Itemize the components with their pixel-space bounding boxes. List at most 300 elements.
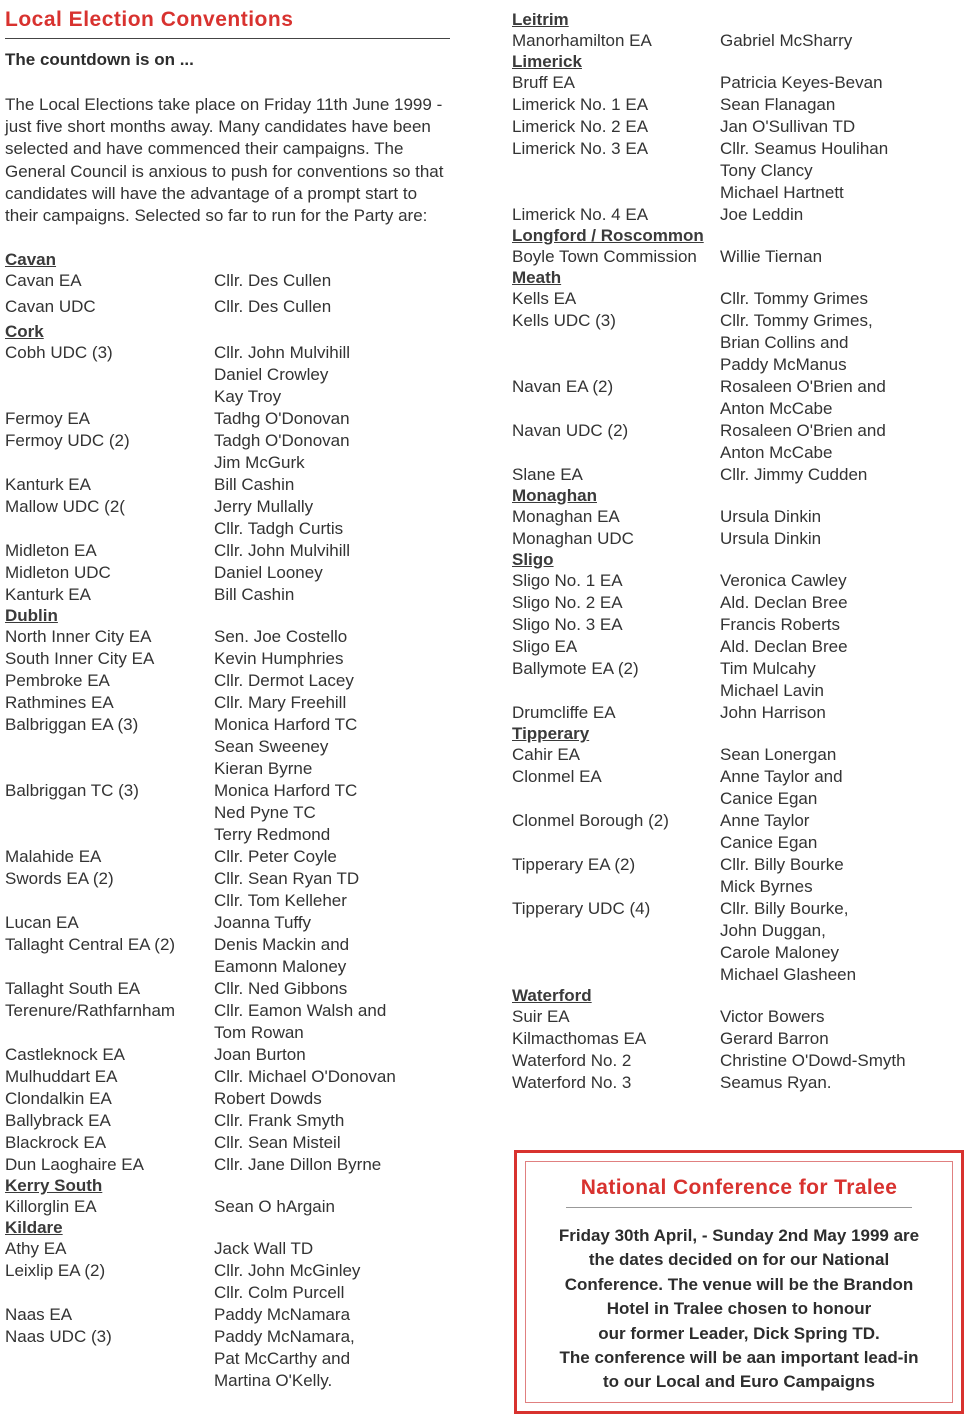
conference-line: The conference will be aan important lead-in bbox=[559, 1348, 919, 1368]
candidate-name: Sean O hArgain bbox=[214, 1197, 335, 1216]
electoral-area: Limerick No. 4 EA bbox=[512, 205, 649, 224]
county-section bbox=[512, 550, 962, 724]
county-section bbox=[5, 1176, 455, 1218]
candidate-names bbox=[720, 204, 962, 226]
electoral-area: Monaghan EA bbox=[512, 507, 620, 526]
candidate-names bbox=[720, 1072, 962, 1094]
candidate-name: Cllr. Tommy Grimes bbox=[720, 289, 868, 308]
candidate-name: Tadgh O'Donovan bbox=[214, 431, 350, 450]
candidate-names bbox=[720, 116, 962, 138]
electoral-area: Boyle Town Commission bbox=[512, 247, 697, 266]
candidate-names bbox=[214, 780, 455, 846]
conference-line: Conference. The venue will be the Brandon bbox=[564, 1274, 914, 1294]
candidate-names bbox=[720, 246, 962, 268]
intro-paragraph: The Local Elections take place on Friday 11th June 1999 - just five short months away. Many candidates have been selected and have commenced their campaigns. The General Council is anxious to push for conventions so that candidates will have the advantage of a prompt start to their campaigns. Selected so far to run for the Party are: bbox=[5, 95, 444, 226]
electoral-area: Lucan EA bbox=[5, 913, 79, 932]
candidate-name: Denis Mackin and bbox=[214, 935, 350, 954]
entry-row bbox=[5, 846, 455, 868]
candidate-name: Jan O'Sullivan TD bbox=[720, 117, 856, 136]
electoral-area: Limerick No. 3 EA bbox=[512, 139, 649, 158]
entry-row bbox=[5, 1196, 455, 1218]
candidate-names bbox=[214, 978, 455, 1000]
candidate-name: Paddy McNamara, bbox=[214, 1327, 355, 1346]
candidate-name: Kay Troy bbox=[214, 387, 282, 406]
entry-row bbox=[512, 528, 962, 550]
county-section bbox=[512, 486, 962, 550]
electoral-area: Cavan UDC bbox=[5, 297, 96, 316]
county-section bbox=[512, 986, 962, 1094]
entry-row bbox=[5, 584, 455, 606]
electoral-area: Mallow UDC (2( bbox=[5, 497, 125, 516]
conference-line: to our Local and Euro Campaigns bbox=[602, 1372, 876, 1392]
conference-inner-border bbox=[525, 1161, 953, 1403]
candidate-name: Tony Clancy bbox=[720, 161, 813, 180]
candidate-name: Cllr. Sean Misteil bbox=[214, 1133, 341, 1152]
county-heading: Cork bbox=[5, 322, 44, 341]
candidate-name: Sean Lonergan bbox=[720, 745, 837, 764]
electoral-area: Cobh UDC (3) bbox=[5, 343, 113, 362]
entry-row bbox=[512, 420, 962, 464]
candidate-name: Mick Byrnes bbox=[720, 877, 813, 896]
candidate-names bbox=[214, 342, 455, 408]
candidate-name: Ursula Dinkin bbox=[720, 507, 822, 526]
candidate-names bbox=[720, 72, 962, 94]
candidate-name: Ald. Declan Bree bbox=[720, 637, 848, 656]
electoral-area: Suir EA bbox=[512, 1007, 570, 1026]
candidate-names bbox=[720, 1006, 962, 1028]
candidate-name: Ned Pyne TC bbox=[214, 803, 316, 822]
conference-line: Friday 30th April, - Sunday 2nd May 1999 are bbox=[558, 1226, 920, 1245]
electoral-area: Fermoy UDC (2) bbox=[5, 431, 130, 450]
electoral-area: Fermoy EA bbox=[5, 409, 91, 428]
candidate-name: Kevin Humphries bbox=[214, 649, 344, 668]
candidate-names bbox=[214, 1110, 455, 1132]
candidate-name: Sean Flanagan bbox=[720, 95, 836, 114]
candidate-name: Cllr. Jane Dillon Byrne bbox=[214, 1155, 382, 1174]
entry-row bbox=[512, 854, 962, 898]
candidate-name: Michael Glasheen bbox=[720, 965, 857, 984]
county-section bbox=[512, 268, 962, 486]
candidate-names bbox=[720, 658, 962, 702]
candidate-name: Cllr. Billy Bourke bbox=[720, 855, 844, 874]
county-section bbox=[5, 250, 455, 318]
candidate-name: Jerry Mullally bbox=[214, 497, 314, 516]
electoral-area: Waterford No. 3 bbox=[512, 1073, 632, 1092]
candidate-name: Anton McCabe bbox=[720, 443, 833, 462]
entry-row bbox=[512, 506, 962, 528]
candidate-name: John Harrison bbox=[720, 703, 826, 722]
left-candidate-list bbox=[5, 250, 455, 1392]
candidate-names bbox=[214, 430, 455, 474]
candidate-name: Anton McCabe bbox=[720, 399, 833, 418]
candidate-names bbox=[720, 464, 962, 486]
candidate-names bbox=[720, 898, 962, 986]
candidate-name: Cllr. Michael O'Donovan bbox=[214, 1067, 396, 1086]
candidate-name: Gabriel McSharry bbox=[720, 31, 853, 50]
candidate-name: Carole Maloney bbox=[720, 943, 840, 962]
candidate-name: Cllr. John McGinley bbox=[214, 1261, 361, 1280]
electoral-area: Cavan EA bbox=[5, 271, 82, 290]
candidate-name: Anne Taylor bbox=[720, 811, 810, 830]
entry-row bbox=[5, 1088, 455, 1110]
conference-title: National Conference for Tralee bbox=[580, 1176, 898, 1199]
electoral-area: Kells UDC (3) bbox=[512, 311, 616, 330]
candidate-names bbox=[214, 408, 455, 430]
electoral-area: Balbriggan TC (3) bbox=[5, 781, 139, 800]
county-heading: Kerry South bbox=[5, 1176, 103, 1195]
electoral-area: Navan UDC (2) bbox=[512, 421, 629, 440]
candidate-name: Cllr. Tommy Grimes, bbox=[720, 311, 873, 330]
candidate-names bbox=[720, 810, 962, 854]
entry-row bbox=[5, 474, 455, 496]
candidate-name: Christine O'Dowd-Smyth bbox=[720, 1051, 906, 1070]
candidate-names bbox=[720, 854, 962, 898]
candidate-name: Cllr. Tadgh Curtis bbox=[214, 519, 344, 538]
entry-row bbox=[512, 898, 962, 986]
candidate-names bbox=[214, 912, 455, 934]
electoral-area: Blackrock EA bbox=[5, 1133, 107, 1152]
entry-row bbox=[5, 270, 455, 292]
conference-line: Hotel in Tralee chosen to honour bbox=[606, 1299, 872, 1319]
candidate-names bbox=[214, 1238, 455, 1260]
electoral-area: Midleton EA bbox=[5, 541, 97, 560]
candidate-name: Seamus Ryan. bbox=[720, 1073, 832, 1092]
candidate-names bbox=[214, 1132, 455, 1154]
entry-row bbox=[512, 766, 962, 810]
candidate-name: Rosaleen O'Brien and bbox=[720, 421, 886, 440]
candidate-names bbox=[214, 1066, 455, 1088]
entry-row bbox=[512, 138, 962, 204]
entry-row bbox=[512, 464, 962, 486]
entry-row bbox=[512, 288, 962, 310]
electoral-area: Tallaght Central EA (2) bbox=[5, 935, 176, 954]
candidate-names bbox=[214, 474, 455, 496]
county-heading: Limerick bbox=[512, 52, 582, 71]
candidate-names bbox=[214, 270, 455, 292]
electoral-area: Limerick No. 2 EA bbox=[512, 117, 649, 136]
candidate-name: Joanna Tuffy bbox=[214, 913, 312, 932]
entry-row bbox=[512, 1072, 962, 1094]
entry-row bbox=[5, 714, 455, 780]
candidate-names bbox=[720, 310, 962, 376]
electoral-area: Kilmacthomas EA bbox=[512, 1029, 647, 1048]
candidate-name: Monica Harford TC bbox=[214, 715, 358, 734]
electoral-area: Waterford No. 2 bbox=[512, 1051, 632, 1070]
electoral-area: Kanturk EA bbox=[5, 585, 91, 604]
electoral-area: Cahir EA bbox=[512, 745, 581, 764]
entry-row bbox=[5, 912, 455, 934]
electoral-area: Sligo No. 1 EA bbox=[512, 571, 623, 590]
candidate-names bbox=[720, 288, 962, 310]
entry-row bbox=[512, 72, 962, 94]
entry-row bbox=[5, 562, 455, 584]
candidate-name: Tom Rowan bbox=[214, 1023, 304, 1042]
candidate-name: Victor Bowers bbox=[720, 1007, 825, 1026]
entry-row bbox=[5, 1260, 455, 1304]
entry-row bbox=[512, 810, 962, 854]
candidate-name: Monica Harford TC bbox=[214, 781, 358, 800]
entry-row bbox=[5, 1132, 455, 1154]
entry-row bbox=[5, 1238, 455, 1260]
entry-row bbox=[5, 342, 455, 408]
entry-row bbox=[512, 592, 962, 614]
electoral-area: Naas UDC (3) bbox=[5, 1327, 112, 1346]
candidate-names bbox=[214, 1326, 455, 1392]
candidate-name: Cllr. Tom Kelleher bbox=[214, 891, 347, 910]
candidate-name: Terry Redmond bbox=[214, 825, 331, 844]
candidate-name: Cllr. Peter Coyle bbox=[214, 847, 337, 866]
county-heading: Sligo bbox=[512, 550, 554, 569]
entry-row bbox=[5, 1304, 455, 1326]
electoral-area: Kanturk EA bbox=[5, 475, 91, 494]
candidate-names bbox=[720, 702, 962, 724]
entry-row bbox=[5, 1326, 455, 1392]
candidate-names bbox=[214, 648, 455, 670]
electoral-area: Clonmel EA bbox=[512, 767, 602, 786]
candidate-name: Michael Hartnett bbox=[720, 183, 844, 202]
candidate-name: Cllr. Colm Purcell bbox=[214, 1283, 345, 1302]
electoral-area: Bruff EA bbox=[512, 73, 575, 92]
entry-row bbox=[512, 116, 962, 138]
electoral-area: Naas EA bbox=[5, 1305, 73, 1324]
candidate-name: Willie Tiernan bbox=[720, 247, 823, 266]
candidate-name: Patricia Keyes-Bevan bbox=[720, 73, 883, 92]
candidate-name: Jack Wall TD bbox=[214, 1239, 314, 1258]
candidate-names bbox=[214, 670, 455, 692]
entry-row bbox=[512, 30, 962, 52]
electoral-area: Malahide EA bbox=[5, 847, 102, 866]
entry-row bbox=[5, 934, 455, 978]
candidate-name: Canice Egan bbox=[720, 833, 818, 852]
candidate-names bbox=[214, 1260, 455, 1304]
candidate-name: Paddy McManus bbox=[720, 355, 847, 374]
county-heading: Kildare bbox=[5, 1218, 63, 1237]
candidate-name: Canice Egan bbox=[720, 789, 818, 808]
electoral-area: Limerick No. 1 EA bbox=[512, 95, 649, 114]
electoral-area: Killorglin EA bbox=[5, 1197, 97, 1216]
candidate-name: Cllr. Billy Bourke, bbox=[720, 899, 849, 918]
electoral-area: Manorhamilton EA bbox=[512, 31, 652, 50]
electoral-area: Kells EA bbox=[512, 289, 577, 308]
entry-row bbox=[512, 636, 962, 658]
entry-row bbox=[512, 1028, 962, 1050]
candidate-name: Cllr. Des Cullen bbox=[214, 297, 332, 316]
candidate-name: Cllr. John Mulvihill bbox=[214, 343, 351, 362]
right-candidate-list bbox=[512, 10, 962, 1094]
electoral-area: Clonmel Borough (2) bbox=[512, 811, 669, 830]
entry-row bbox=[5, 430, 455, 474]
candidate-names bbox=[720, 420, 962, 464]
conference-line: our former Leader, Dick Spring TD. bbox=[598, 1323, 880, 1343]
electoral-area: Sligo EA bbox=[512, 637, 578, 656]
candidate-names bbox=[214, 1154, 455, 1176]
entry-row bbox=[5, 1066, 455, 1088]
candidate-names bbox=[214, 496, 455, 540]
candidate-name: Cllr. Sean Ryan TD bbox=[214, 869, 360, 888]
entry-row bbox=[5, 648, 455, 670]
candidate-names bbox=[720, 614, 962, 636]
electoral-area: Terenure/Rathfarnham bbox=[5, 1001, 176, 1020]
county-section bbox=[5, 322, 455, 606]
candidate-name: Brian Collins and bbox=[720, 333, 849, 352]
candidate-names bbox=[720, 30, 962, 52]
entry-row bbox=[512, 702, 962, 724]
candidate-names bbox=[214, 692, 455, 714]
candidate-name: John Duggan, bbox=[720, 921, 826, 940]
candidate-names bbox=[720, 1028, 962, 1050]
candidate-names bbox=[214, 584, 455, 606]
electoral-area: Leixlip EA (2) bbox=[5, 1261, 106, 1280]
candidate-name: Bill Cashin bbox=[214, 585, 295, 604]
candidate-names bbox=[720, 1050, 962, 1072]
candidate-name: Cllr. John Mulvihill bbox=[214, 541, 351, 560]
candidate-name: Sen. Joe Costello bbox=[214, 627, 348, 646]
entry-row bbox=[512, 744, 962, 766]
electoral-area: Rathmines EA bbox=[5, 693, 114, 712]
candidate-name: Daniel Crowley bbox=[214, 365, 329, 384]
candidate-name: Tadhg O'Donovan bbox=[214, 409, 350, 428]
electoral-area: Clondalkin EA bbox=[5, 1089, 112, 1108]
entry-row bbox=[5, 670, 455, 692]
entry-row bbox=[512, 658, 962, 702]
conference-box bbox=[514, 1150, 964, 1414]
candidate-names bbox=[720, 528, 962, 550]
entry-row bbox=[5, 868, 455, 912]
candidate-name: Cllr. Mary Freehill bbox=[214, 693, 347, 712]
electoral-area: South Inner City EA bbox=[5, 649, 155, 668]
entry-row bbox=[512, 570, 962, 592]
candidate-names bbox=[720, 636, 962, 658]
electoral-area: Sligo No. 2 EA bbox=[512, 593, 623, 612]
conference-line: the dates decided on for our National bbox=[588, 1250, 890, 1270]
candidate-name: Cllr. Frank Smyth bbox=[214, 1111, 345, 1130]
candidate-name: Anne Taylor and bbox=[720, 767, 843, 786]
candidate-name: Martina O'Kelly. bbox=[214, 1371, 333, 1390]
county-section bbox=[512, 10, 962, 52]
candidate-name: Ald. Declan Bree bbox=[720, 593, 848, 612]
candidate-name: Gerard Barron bbox=[720, 1029, 829, 1048]
candidate-names bbox=[214, 626, 455, 648]
page-title: Local Election Conventions bbox=[5, 8, 294, 31]
candidate-name: Eamonn Maloney bbox=[214, 957, 347, 976]
candidate-name: Veronica Cawley bbox=[720, 571, 847, 590]
electoral-area: Pembroke EA bbox=[5, 671, 110, 690]
candidate-names bbox=[214, 540, 455, 562]
candidate-name: Pat McCarthy and bbox=[214, 1349, 351, 1368]
electoral-area: Athy EA bbox=[5, 1239, 67, 1258]
electoral-area: Tipperary EA (2) bbox=[512, 855, 636, 874]
candidate-names bbox=[214, 1088, 455, 1110]
candidate-name: Cllr. Seamus Houlihan bbox=[720, 139, 889, 158]
entry-row bbox=[5, 1110, 455, 1132]
entry-row bbox=[5, 1044, 455, 1066]
entry-row bbox=[5, 1154, 455, 1176]
electoral-area: Drumcliffe EA bbox=[512, 703, 616, 722]
county-heading: Cavan bbox=[5, 250, 57, 269]
candidate-names bbox=[214, 1304, 455, 1326]
candidate-name: Joe Leddin bbox=[720, 205, 804, 224]
candidate-name: Cllr. Dermot Lacey bbox=[214, 671, 354, 690]
candidate-names bbox=[720, 138, 962, 204]
electoral-area: Tallaght South EA bbox=[5, 979, 141, 998]
electoral-area: Tipperary UDC (4) bbox=[512, 899, 651, 918]
entry-row bbox=[5, 496, 455, 540]
candidate-names bbox=[214, 1044, 455, 1066]
county-section bbox=[512, 226, 962, 268]
electoral-area: Midleton UDC bbox=[5, 563, 111, 582]
electoral-area: Monaghan UDC bbox=[512, 529, 634, 548]
candidate-name: Michael Lavin bbox=[720, 681, 824, 700]
county-heading: Dublin bbox=[5, 606, 58, 625]
entry-row bbox=[512, 310, 962, 376]
candidate-name: Robert Dowds bbox=[214, 1089, 322, 1108]
candidate-names bbox=[214, 1196, 455, 1218]
candidate-names bbox=[214, 868, 455, 912]
county-heading: Leitrim bbox=[512, 10, 569, 29]
entry-row bbox=[5, 692, 455, 714]
candidate-names bbox=[720, 592, 962, 614]
candidate-name: Bill Cashin bbox=[214, 475, 295, 494]
entry-row bbox=[512, 94, 962, 116]
candidate-name: Kieran Byrne bbox=[214, 759, 313, 778]
county-heading: Waterford bbox=[512, 986, 592, 1005]
entry-row bbox=[5, 296, 455, 318]
electoral-area: Sligo No. 3 EA bbox=[512, 615, 623, 634]
candidate-name: Joan Burton bbox=[214, 1045, 306, 1064]
entry-row bbox=[512, 614, 962, 636]
candidate-names bbox=[720, 744, 962, 766]
electoral-area: Ballybrack EA bbox=[5, 1111, 111, 1130]
county-section bbox=[5, 1218, 455, 1392]
candidate-name: Cllr. Eamon Walsh and bbox=[214, 1001, 387, 1020]
entry-row bbox=[512, 1050, 962, 1072]
candidate-name: Cllr. Jimmy Cudden bbox=[720, 465, 868, 484]
electoral-area: Slane EA bbox=[512, 465, 583, 484]
county-section bbox=[5, 606, 455, 1176]
entry-row bbox=[512, 376, 962, 420]
electoral-area: Castleknock EA bbox=[5, 1045, 125, 1064]
electoral-area: Swords EA (2) bbox=[5, 869, 114, 888]
entry-row bbox=[5, 540, 455, 562]
candidate-name: Jim McGurk bbox=[214, 453, 305, 472]
entry-row bbox=[512, 1006, 962, 1028]
entry-row bbox=[512, 204, 962, 226]
county-section bbox=[512, 52, 962, 226]
candidate-names bbox=[214, 296, 455, 318]
entry-row bbox=[5, 780, 455, 846]
conference-divider bbox=[566, 1207, 912, 1208]
candidate-name: Ursula Dinkin bbox=[720, 529, 822, 548]
county-heading: Meath bbox=[512, 268, 562, 287]
candidate-name: Paddy McNamara bbox=[214, 1305, 351, 1324]
electoral-area: Navan EA (2) bbox=[512, 377, 614, 396]
subtitle: The countdown is on ... bbox=[5, 50, 194, 69]
entry-row bbox=[5, 978, 455, 1000]
electoral-area: Mulhuddart EA bbox=[5, 1067, 118, 1086]
candidate-name: Cllr. Des Cullen bbox=[214, 271, 332, 290]
candidate-name: Tim Mulcahy bbox=[720, 659, 816, 678]
title-divider bbox=[5, 38, 450, 39]
candidate-names bbox=[720, 94, 962, 116]
electoral-area: Balbriggan EA (3) bbox=[5, 715, 139, 734]
county-heading: Longford / Roscommon bbox=[512, 226, 704, 245]
electoral-area: North Inner City EA bbox=[5, 627, 152, 646]
electoral-area: Dun Laoghaire EA bbox=[5, 1155, 144, 1174]
candidate-names bbox=[720, 766, 962, 810]
entry-row bbox=[5, 408, 455, 430]
county-heading: Tipperary bbox=[512, 724, 590, 743]
candidate-names bbox=[720, 570, 962, 592]
